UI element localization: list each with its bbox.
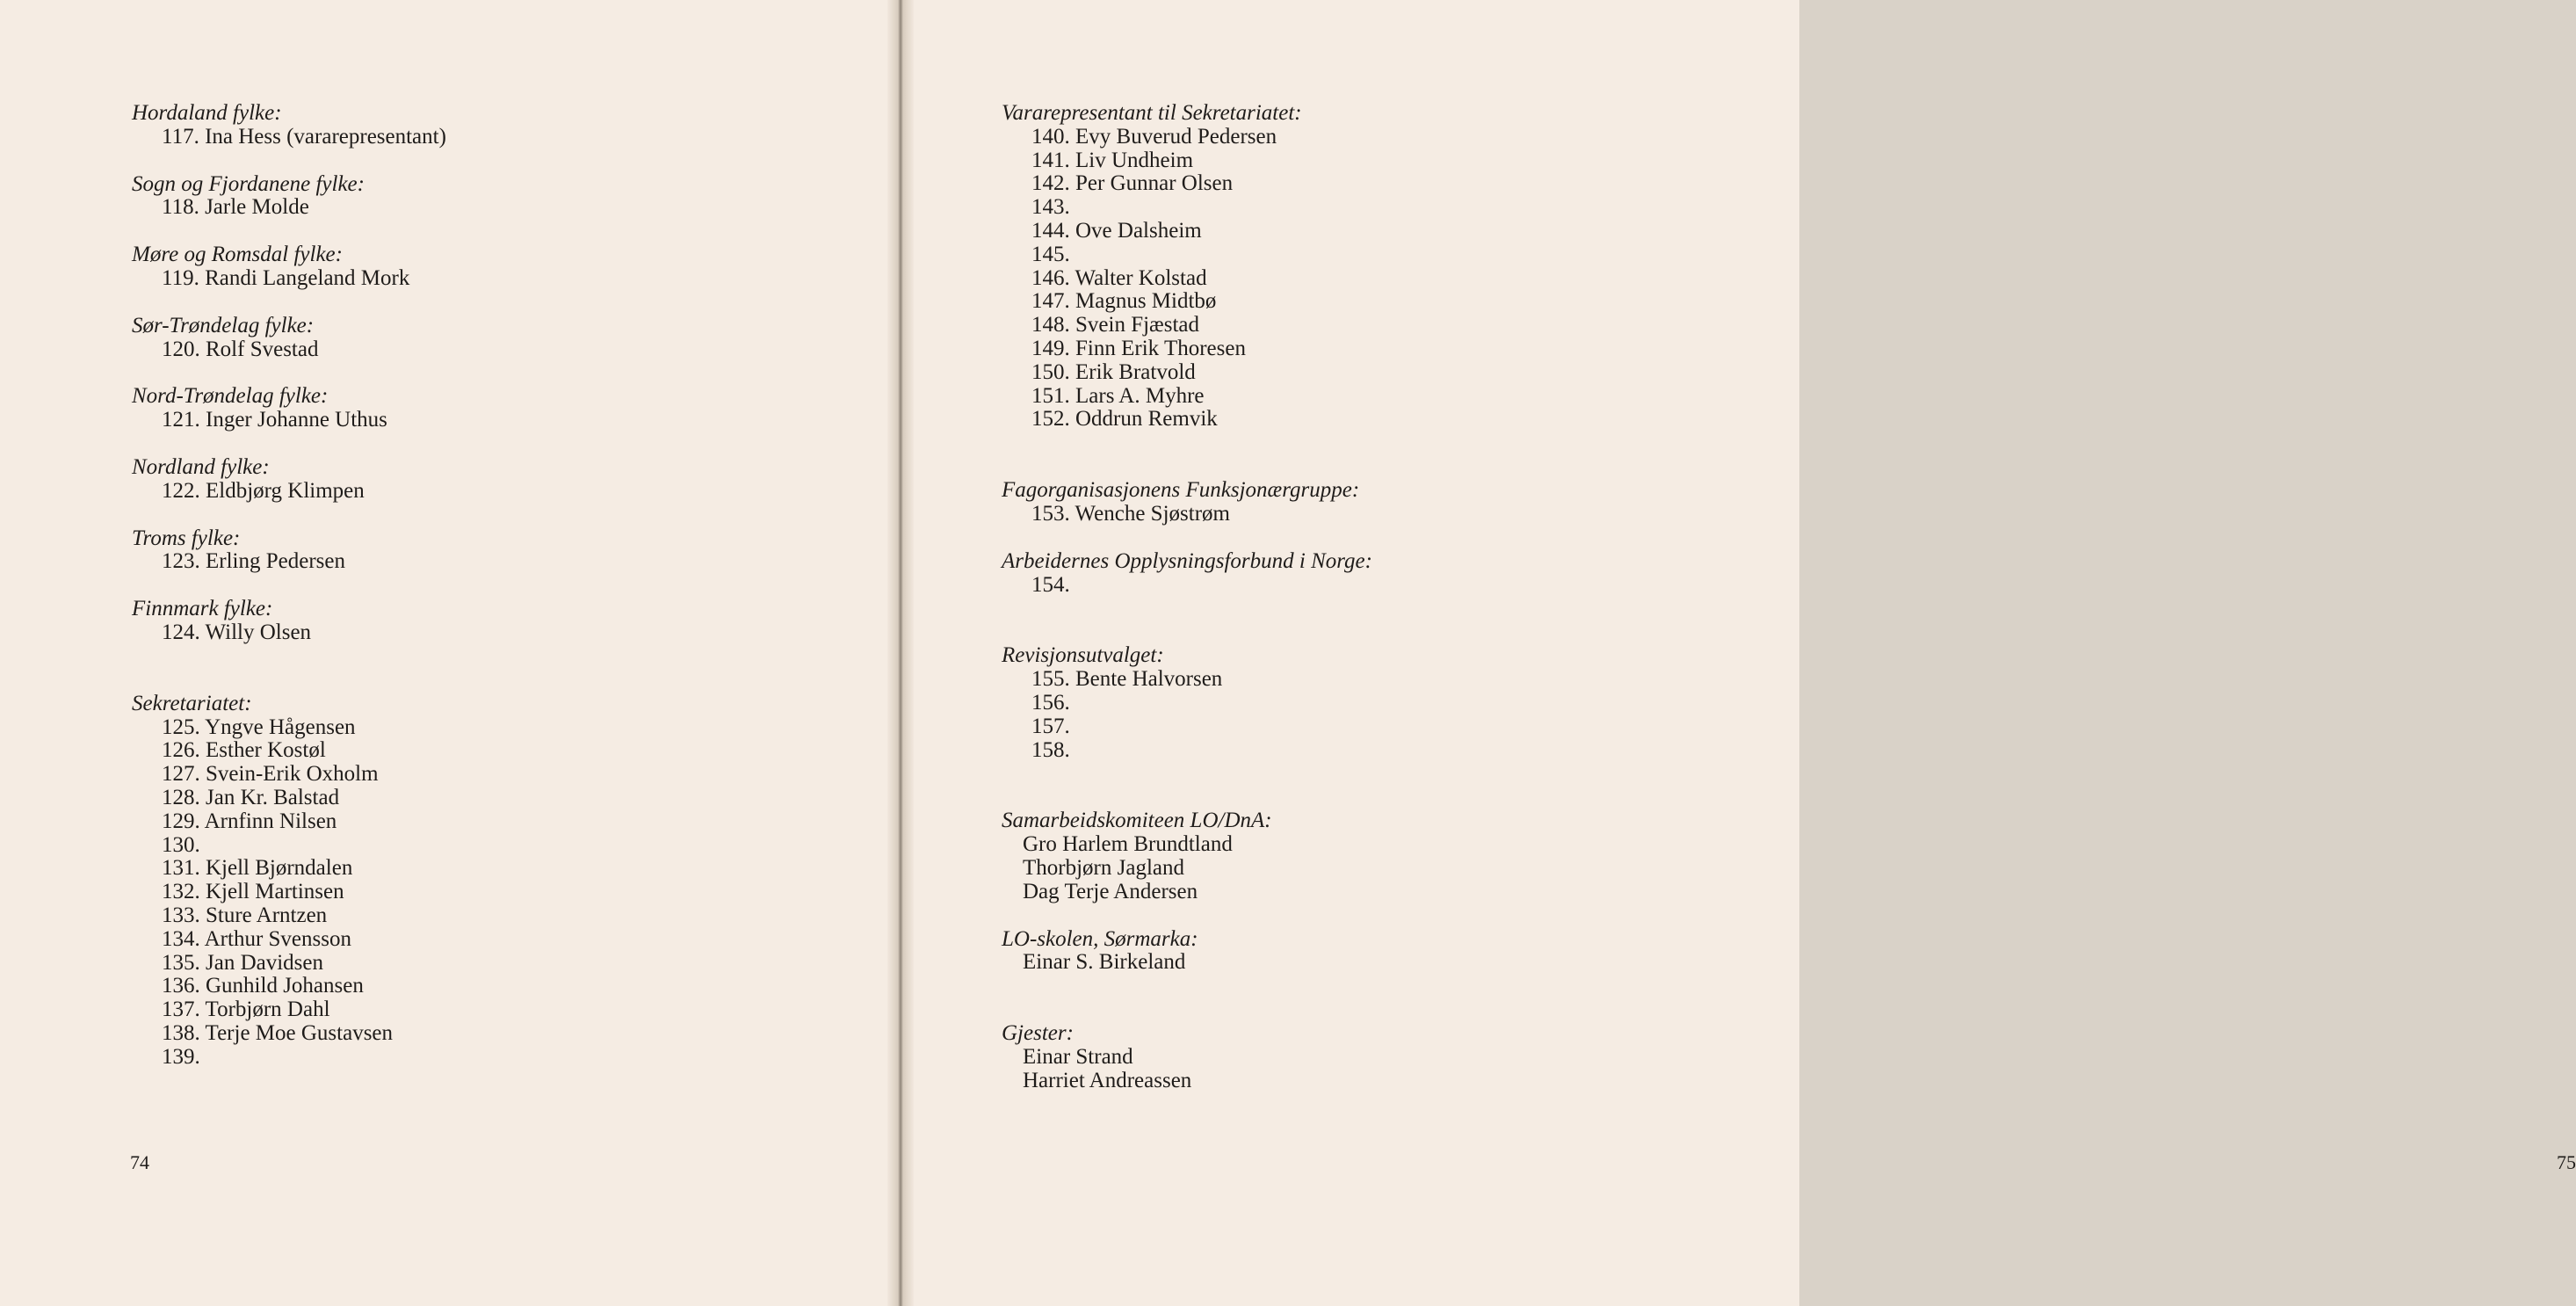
list-item: 145. (1031, 242, 1070, 266)
left-column (132, 102, 817, 1070)
list-item: 158. (1031, 737, 1070, 762)
list-item: 151. Lars A. Myhre (1031, 383, 1205, 408)
right-column (1002, 102, 1704, 1093)
list-item: Harriet Andreassen (1023, 1068, 1192, 1092)
list-item: 128. Jan Kr. Balstad (162, 785, 340, 809)
list-item: 134. Arthur Svensson (162, 926, 351, 951)
page-number: 75 (2557, 1151, 2576, 1173)
section-lo-skolen (1002, 928, 1704, 976)
list-item: 117. Ina Hess (vararepresentant) (162, 124, 446, 149)
left-page (0, 0, 898, 1306)
list-item: Thorbjørn Jagland (1023, 855, 1184, 880)
section-more-og-romsdal (132, 243, 817, 291)
list-item: 118. Jarle Molde (162, 195, 309, 220)
section-heading: Revisjonsutvalget: (1002, 643, 1164, 668)
list-item: Dag Terje Andersen (1023, 879, 1198, 903)
list-item: 124. Willy Olsen (162, 620, 312, 644)
list-item: Einar S. Birkeland (1023, 950, 1186, 975)
list-item: 156. (1031, 690, 1070, 715)
section-heading: Arbeidernes Opplysningsforbund i Norge: (1002, 548, 1372, 573)
list-item: 136. Gunhild Johansen (162, 974, 364, 998)
list-item: 125. Yngve Hågensen (162, 715, 356, 739)
section-heading: Finnmark fylke: (132, 597, 273, 621)
section-opplysningsforbund (1002, 550, 1704, 598)
section-heading: Vararepresentant til Sekretariatet: (1002, 101, 1302, 125)
section-heading: Gjester: (1002, 1021, 1074, 1046)
section-heading: Sekretariatet: (132, 691, 252, 715)
section-nordland (132, 456, 817, 504)
list-item: 127. Svein-Erik Oxholm (162, 762, 379, 787)
section-finnmark (132, 598, 817, 645)
list-item: 147. Magnus Midtbø (1031, 289, 1217, 314)
list-item: 143. (1031, 195, 1070, 220)
section-troms (132, 527, 817, 575)
book-gutter (887, 0, 914, 1306)
list-item: 142. Per Gunnar Olsen (1031, 171, 1234, 196)
list-item: 133. Sture Arntzen (162, 903, 328, 927)
list-item: 130. (162, 832, 200, 857)
list-item: 144. Ove Dalsheim (1031, 218, 1202, 243)
list-item: Gro Harlem Brundtland (1023, 832, 1233, 857)
list-item: 139. (162, 1044, 200, 1069)
list-item: 150. Erik Bratvold (1031, 359, 1196, 384)
section-heading: Sogn og Fjordanene fylke: (132, 171, 365, 196)
list-item: 140. Evy Buverud Pedersen (1031, 124, 1277, 149)
section-gjester (1002, 1022, 1704, 1092)
list-item: 148. Svein Fjæstad (1031, 313, 1199, 337)
section-vararepresentant-sekretariatet (1002, 102, 1704, 432)
list-item: 141. Liv Undheim (1031, 148, 1194, 172)
list-item: 126. Esther Kostøl (162, 738, 326, 763)
list-item: 138. Terje Moe Gustavsen (162, 1020, 394, 1045)
list-item: 153. Wenche Sjøstrøm (1031, 501, 1230, 526)
list-item: 121. Inger Johanne Uthus (162, 408, 387, 432)
section-funksjonaergruppe (1002, 479, 1704, 526)
list-item: 135. Jan Davidsen (162, 950, 323, 975)
section-nord-trondelag (132, 385, 817, 432)
section-heading: Nordland fylke: (132, 454, 270, 479)
page-number: 74 (130, 1151, 149, 1173)
list-item: 119. Randi Langeland Mork (162, 265, 410, 290)
list-item: 129. Arnfinn Nilsen (162, 809, 337, 833)
list-item: Einar Strand (1023, 1044, 1133, 1069)
list-item: 157. (1031, 714, 1070, 738)
section-heading: Fagorganisasjonens Funksjonærgruppe: (1002, 478, 1360, 503)
list-item: 123. Erling Pedersen (162, 549, 345, 574)
section-hordaland (132, 102, 817, 149)
list-item: 154. (1031, 572, 1070, 597)
section-heading: Hordaland fylke: (132, 101, 282, 125)
list-item: 120. Rolf Svestad (162, 337, 319, 361)
list-item: 146. Walter Kolstad (1031, 265, 1207, 290)
section-samarbeidskomiteen (1002, 809, 1704, 903)
list-item: 155. Bente Halvorsen (1031, 667, 1223, 692)
section-heading: Møre og Romsdal fylke: (132, 243, 343, 267)
list-item: 152. Oddrun Remvik (1031, 407, 1218, 432)
section-revisjonsutvalget (1002, 644, 1704, 762)
section-heading: Troms fylke: (132, 526, 241, 550)
section-sogn-og-fjordane (132, 173, 817, 221)
section-heading: Sør-Trøndelag fylke: (132, 313, 315, 337)
section-heading: LO-skolen, Sørmarka: (1002, 926, 1198, 951)
section-sor-trondelag (132, 315, 817, 362)
list-item: 131. Kjell Bjørndalen (162, 856, 353, 881)
section-sekretariatet (132, 693, 817, 1070)
section-heading: Samarbeidskomiteen LO/DnA: (1002, 809, 1272, 833)
list-item: 122. Eldbjørg Klimpen (162, 478, 365, 503)
list-item: 137. Torbjørn Dahl (162, 998, 330, 1022)
list-item: 149. Finn Erik Thoresen (1031, 336, 1246, 360)
list-item: 132. Kjell Martinsen (162, 880, 344, 904)
section-heading: Nord-Trøndelag fylke: (132, 384, 329, 409)
